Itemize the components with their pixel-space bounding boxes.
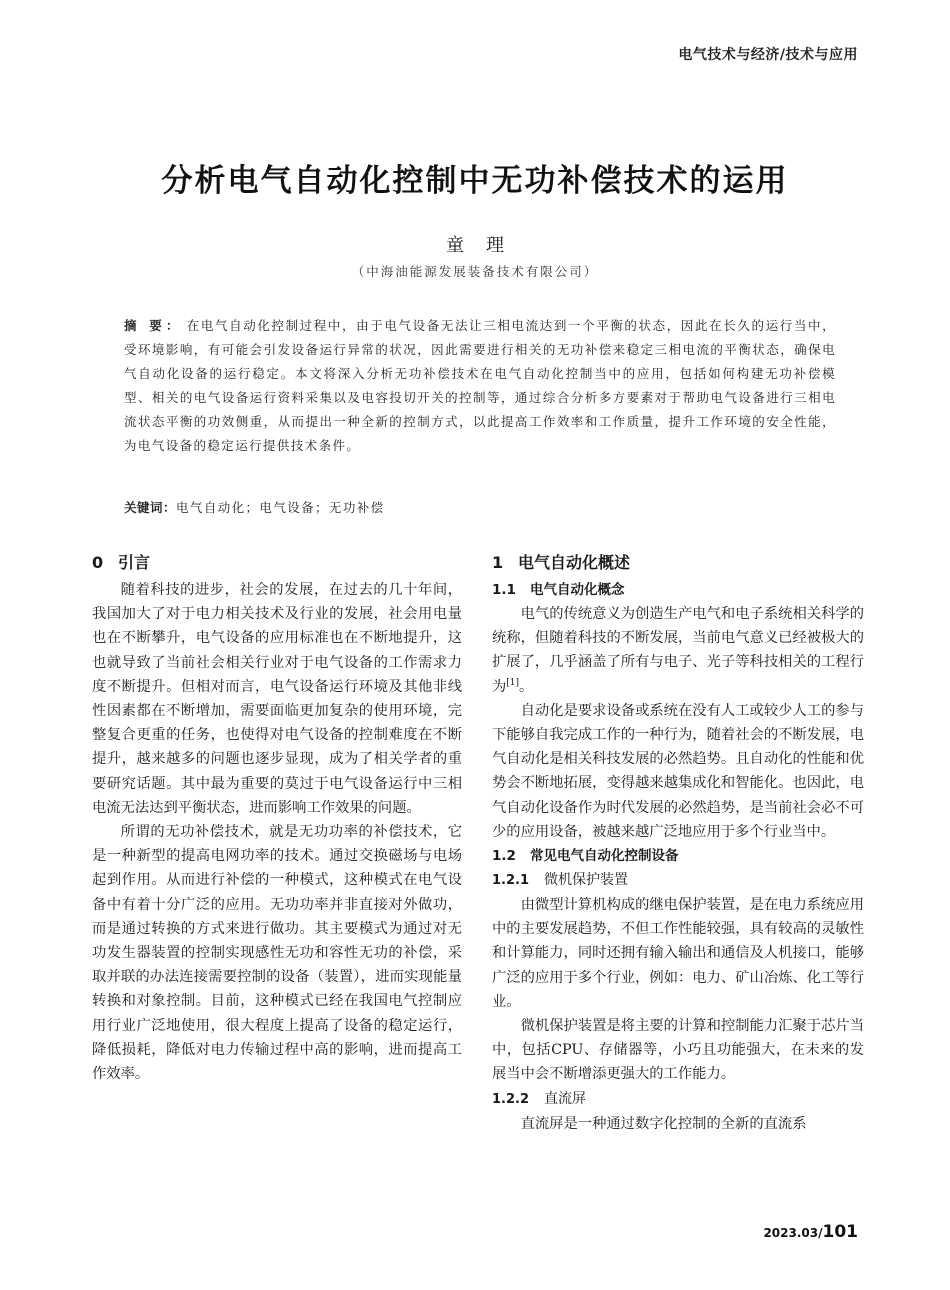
paper-title: 分析电气自动化控制中无功补偿技术的运用 [161,163,789,199]
paragraph [492,602,864,699]
section-number: 0 [92,553,104,572]
subsubsection-number: 1.2.1 [492,873,530,889]
subsubsection-heading-1-2-1 [492,868,864,893]
author-affiliation: （中海油能源发展装备技术有限公司） [351,264,599,279]
subsection-number: 1.2 [492,848,516,865]
subsection-title: 常见电气自动化控制设备 [530,848,679,865]
subsection-heading-1-1 [492,578,864,602]
paragraph: 随着科技的进步，社会的发展，在过去的几十年间，我国加大了对于电力相关技术及行业的发展，社会用电量也在不断攀升，电气设备的应用标准也在不断地提升，这也就导致了当前社会相关行业对于电气设备的工作需求力度不断提升。但相对而言，电气设备运行环境及其他非线性因素都在不断增加，需要面临更加复杂的使用环境，完整复合更重的任务，也使得对电气设备的控制难度在不断提升，越来越多的问题也逐步显现，成为了相关学者的重要研究话题。其中最为重要的莫过于电气设备运行中三相电流无法达到平衡状态，进而影响工作效果的问题。 [92,582,462,816]
subsubsection-heading-1-2-2 [492,1087,864,1112]
subsubsection-title: 微机保护装置 [544,872,628,889]
page-number: 101 [822,1222,858,1242]
subsection-number: 1.1 [492,582,516,598]
citation-ref: [1] [506,677,520,688]
author-name: 童理 [446,235,526,256]
abstract-label: 摘 要： [124,318,183,333]
abstract-block [124,314,836,458]
keywords-label: 关键词： [124,500,177,515]
subsection-title: 电气自动化概念 [530,582,625,598]
journal-header: 电气技术与经济/技术与应用 [678,47,858,63]
paragraph-text: 电气的传统意义为创造生产电气和电子系统相关科学的统称，但随着科技的不断发展，当前电气意义已经被极大的扩展了，几乎涵盖了所有与电子、光子等科技相关的工程行为 [492,606,864,695]
subsection-heading-1-2 [492,844,864,868]
section-heading-1 [492,550,864,576]
section-title: 电气自动化概述 [518,553,631,572]
paragraph: 直流屏是一种通过数字化控制的全新的直流系 [520,1115,807,1132]
section-heading-0 [92,550,462,576]
paragraph: 自动化是要求设备或系统在没有人工或较少人工的参与下能够自我完成工作的一种行为，随着社会的不断发展，电气自动化是相关科技发展的必然趋势。且自动化的性能和优势会不断地拓展，变得越来越集成化和智能化。也因此，电气自动化设备作为时代发展的必然趋势，是当前社会必不可少的应用设备，被越来越广泛地应用于多个行业当中。 [492,702,864,840]
abstract-text: 在电气自动化控制过程中，由于电气设备无法让三相电流达到一个平衡的状态，因此在长久的运行当中，受环境影响，有可能会引发设备运行异常的状况，因此需要进行相关的无功补偿来稳定三相电流的平衡状态，确保电气自动化设备的运行稳定。本文将深入分析无功补偿技术在电气自动化控制当中的应用，包括如何构建无功补偿模型、相关的电气设备运行资料采集以及电容投切开关的控制等，通过综合分析多方要素对于帮助电气设备进行三相电流状态平衡的功效侧重，从而提出一种全新的控制方式，以此提高工作效率和工作质量，提升工作环境的安全性能，为电气设备的稳定运行提供技术条件。 [124,318,836,453]
subsubsection-title: 直流屏 [544,1090,586,1107]
keywords-block [124,496,836,520]
paragraph: 微机保护装置是将主要的计算和控制能力汇聚于芯片当中，包括CPU、存储器等，小巧且功能强大，在未来的发展当中会不断增添更强大的工作能力。 [492,1018,864,1083]
subsubsection-number: 1.2.2 [492,1091,530,1107]
section-number: 1 [492,553,504,572]
keywords-text: 电气自动化；电气设备；无功补偿 [176,500,385,515]
section-title: 引言 [118,553,151,572]
paragraph: 所谓的无功补偿技术，就是无功功率的补偿技术，它是一种新型的提高电网功率的技术。通过交换磁场与电场起到作用。从而进行补偿的一种模式，这种模式在电气设备中有着十分广泛的应用。无功功率并非直接对外做功，而是通过转换的方式来进行做功。其主要模式为通过对无功发生器装置的控制实现感性无功和容性无功的补偿，采取并联的办法连接需要控制的设备（装置），进而实现能量转换和对象控制。目前，这种模式已经在我国电气控制应用行业广泛地使用，很大程度上提高了设备的稳定运行，降低损耗，降低对电力传输过程中高的影响，进而提高工作效率。 [92,824,462,1083]
page-footer [763,1222,858,1242]
paragraph: 由微型计算机构成的继电保护装置，是在电力系统应用中的主要发展趋势，不但工作性能较强，具有较高的灵敏性和计算能力，同时还拥有输入输出和通信及人机接口，能够广泛的应用于多个行业，例如：电力、矿山冶炼、化工等行业。 [492,897,864,1010]
issue-date: 2023.03/ [763,1226,823,1240]
paragraph-text-end: 。 [519,678,534,695]
right-column [492,550,864,1136]
left-column [92,550,462,1086]
